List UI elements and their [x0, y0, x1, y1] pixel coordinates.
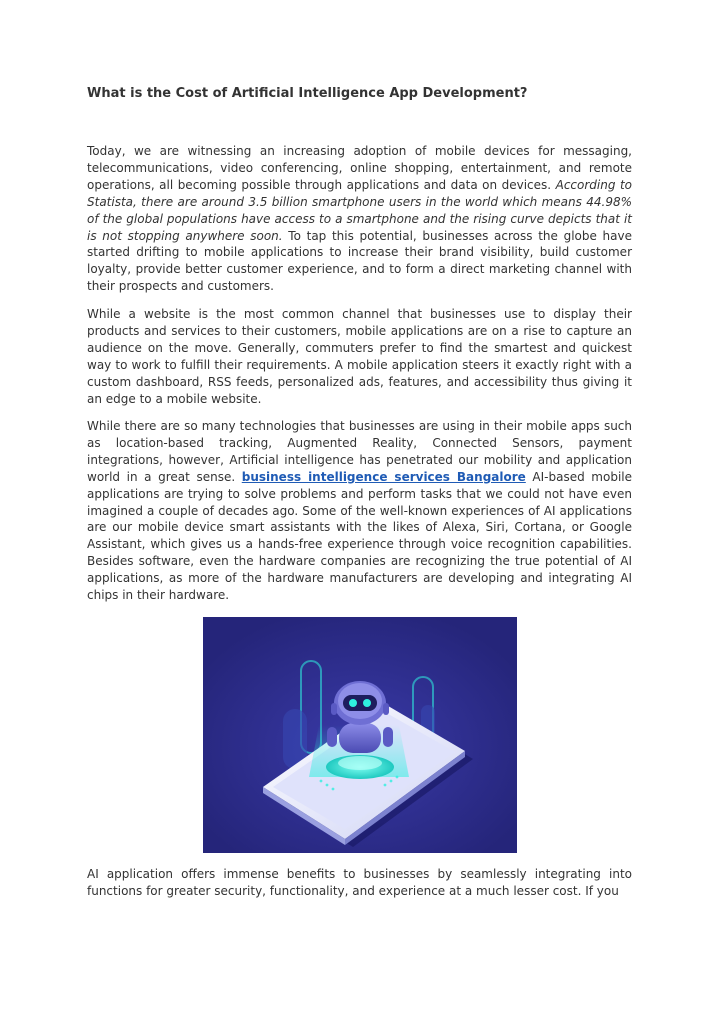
business-intelligence-link[interactable]: business intelligence services Bangalore — [241, 469, 526, 484]
paragraph-intro-text-end: To tap this potential, businesses across the globe have started drifting to mobile applications to increase their brand visibility, build customer loyalty, provide better customer experience, and to form a direct marketing channel with their prospects and customers. — [87, 228, 633, 294]
paragraph-intro-text: Today, we are witnessing an increasing adoption of mobile devices for messaging, telecommunications, video conferencing, online shopping, entertainment, and remote operations, all becoming possible through applications and data on devices. — [87, 144, 632, 192]
paragraph-ai-technologies — [87, 418, 632, 604]
paragraph-benefits: AI application offers immense benefits to businesses by seamlessly integrating into functions for greater security, functionality, and experience at a much lesser cost. If you — [87, 867, 632, 898]
paragraph-ai-text: While there are so many technologies that businesses are using in their mobile apps such as location-based tracking, Augmented Reality, Connected Sensors, payment integrations, however, Artificial intelligence has penetrated our mobility and application world in a great sense. — [87, 419, 632, 484]
ai-robot-smartphone-illustration — [203, 617, 517, 853]
statista-quote: According to Statista, there are around 3.5 billion smartphone users in the world which means 44.98% of the global populations have access to a smartphone and the rising curve depicts that it is not stopping anywhere soon. — [87, 177, 633, 243]
paragraph-intro — [87, 143, 632, 295]
paragraph-website-vs-app: While a website is the most common channel that businesses use to display their products and services to their customers, mobile applications are on a rise to capture an audience on the move. Generally, commuters prefer to find the smartest and quickest way to work to fulfill their requirements. A mobile application steers it exactly right with a custom dashboard, RSS feeds, personalized ads, features, and accessibility thus giving it an edge to a mobile website. — [87, 307, 632, 406]
paragraph-ai-text-end: AI-based mobile applications are trying to solve problems and perform tasks that we could not have even imagined a couple of decades ago. Some of the well-known experiences of AI applications are our mobile device smart assistants with the likes of Alexa, Siri, Cortana, or Google Assistant, which gives us a hands-free experience through voice recognition capabilities. Besides software, even the hardware companies are recognizing the true potential of AI applications, as more of the hardware manufacturers are developing and integrating AI chips in their hardware. — [87, 469, 633, 603]
page-title: What is the Cost of Artificial Intelligence App Development? — [87, 86, 528, 101]
